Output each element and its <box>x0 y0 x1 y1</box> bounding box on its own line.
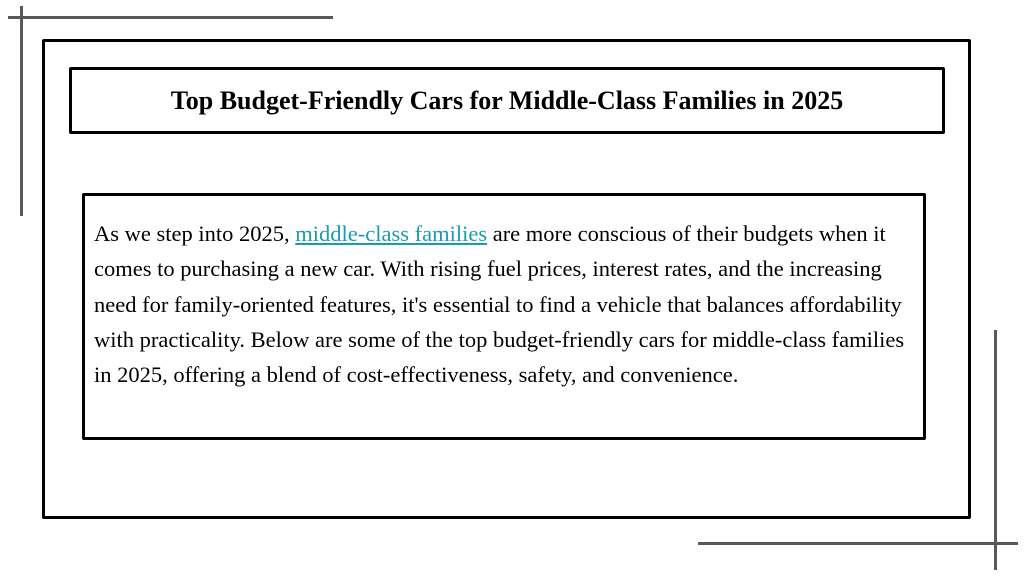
decorative-line-bottom-right-vertical <box>994 330 997 570</box>
intro-text-after-link: are more conscious of their budgets when it comes to purchasing a new car. With rising fuel prices, interest rates, and the increasing need for family-oriented features, it's essential to find a vehicle that balances affordability with practicality. Below are some of the top budget-friendly cars for middle-class families in 2025, offering a blend of cost-effectiveness, safety, and convenience. <box>94 221 905 388</box>
intro-text-before-link: As we step into 2025, <box>94 221 296 246</box>
intro-box <box>82 193 926 440</box>
middle-class-families-link[interactable]: middle-class families <box>295 221 488 246</box>
page-title: Top Budget-Friendly Cars for Middle-Class Families in 2025 <box>170 85 844 115</box>
decorative-line-bottom-right-horizontal <box>698 542 1018 545</box>
decorative-line-top-left-vertical <box>20 6 23 216</box>
intro-paragraph <box>94 216 915 392</box>
decorative-line-top-left-horizontal <box>8 16 333 19</box>
title-box <box>69 67 945 134</box>
